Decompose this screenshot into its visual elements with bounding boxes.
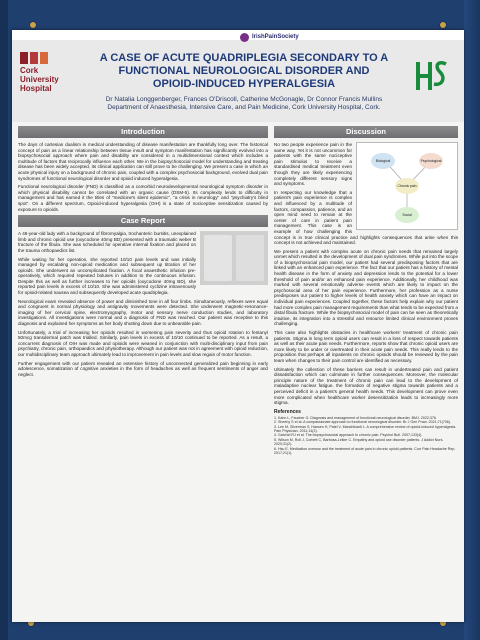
case-report-paragraph: Neurological exam revealed absence of power and diminished tone in all four limbs. Simultaneously, reflexes were equal and congruent in normal physiology and antigravity movements were detected. She underwent magnetic-resonance-imaging of her cervical spine, electromyography, motor and sensory nerve conduction studies, and laboratory investigations. All investigations were normal and a diagnosis of FND was reached. Our patient was receptive to this diagnosis and explained her symptoms as her body shutting down due to unbearable pain. [18, 298, 268, 327]
board-frame-right [464, 0, 480, 640]
board-frame-left [0, 0, 8, 640]
case-report-heading: Case Report [18, 215, 268, 227]
diagram-node-center: Chronic pain [395, 178, 419, 194]
poster [12, 30, 464, 622]
cuh-logo [20, 52, 78, 108]
cuh-logo-icon [20, 52, 78, 64]
author-list: Dr Natalia Longgenberger, Frances O'Driscoll, Catherine McGonagle, Dr Connor Francis Mullins [105, 96, 383, 103]
discussion-paragraph: Ultimately the collection of these barriers can result in undertreated pain and patient dissatisfaction which can culminate in further consequences. Moreover, the molecular principle nature of the treatment of chronic pain can lead to the development of maladaptive nuclear fatigue, the formation of negative stigma towards patients and a perceived deficit in a patient's general health needs. This development can prove even more complicated when healthcare worker desensitization leads to increasingly more stigma. [274, 366, 458, 406]
reference-item: 5. Wilson M, Roll J, Corbett C, Barbosa-Leiker C. Empathy and opioid use disorder patients. J Addict Nurs. 2020;31(2). [274, 437, 444, 447]
pin-top-left [30, 22, 36, 28]
reference-item: 4. Gatchel RJ et al. The biopsychosocial approach to chronic pain. Psychol Bull. 2007;133(4). [274, 433, 423, 438]
diagram-node-social: Social [395, 207, 419, 223]
diagram-node-psychological: Psychological [419, 153, 443, 169]
right-column [274, 126, 458, 455]
case-report-paragraph: Unfortunately, a trial of increasing her opioids resulted in worsening pain severity and thus opioid rotation to fentanyl 50mcg transdermal patch was trialled. Similarly, pain levels in excess of 10/10 continued to be reported. As a result, a concurrent diagnosis of OIH was made and opioids were weaned in conjunction with multi-disciplinary input from pain psychiatry, chronic pain, orthopaedics and physiotherapy. Although our patient was not in agreement with opioid reduction, our multidisciplinary team approach ultimately lead to improvement in pain levels and slow regain of motor function. [18, 329, 268, 357]
discussion-paragraph: This case also highlights obstacles in healthcare workers' treatment of chronic pain patients. Stigma in long term opioid users can result in a loss of respect towards patients as well as their acute pain needs. Furthermore, reports show that chronic opioid users are more likely to be under or overtreated in their acute pain needs. This really lends to the proposition that perhaps all inpatients on chronic opioids should be reviewed by the pain team when changes to their pain control are identified as necessary. [274, 330, 458, 363]
poster-header [12, 30, 464, 122]
reference-item: 6. Hsu E. Medication overuse and the treatment of acute pain in chronic opioid patients. Curr Pain Headache Rep. 2017;21(1). [274, 446, 456, 455]
introduction-paragraph: Functional neurological disorder (FND) is classified as a comorbid neurodevelopmental neurological symptom disorder in which physical disability cannot be correlated with an organic cause (DSM-5). Its complexity lends to difficulty in management and has earned it the titles of "medicine's silent epidemic", "a crisis in neurology" and "psychiatry's blind spot". On a different spectrum, Opioid-induced hyperalgesia (OIH) is a state of nociceptive sensitization caused by exposure to opioids. [18, 184, 268, 212]
xray-view-ap [204, 235, 232, 281]
introduction-heading: Introduction [18, 126, 268, 138]
left-column [18, 126, 268, 380]
society-logo [240, 32, 299, 42]
discussion-paragraph: We present a patient with complex acute on chronic pain needs that remained largely unmet which resulted in the development of dual pain syndromes. While put into the scope of a biopsychosocial pain model, our patient had several predisposing factors that are linked with an enhanced pain experience. The fact that our patient has a history of mental health disease in the form of anxiety and depression lends to the potential for a lower threshold of pain and/or an enhanced pain experience. Additionally, her childhood was marked with several emotionally adverse events which are likely to impact on the psychosocial area of her pain experience. Furthermore, her profession as a nurse predisposes our patient to higher levels of health anxiety which can have an impact on individual pain experiences. Coupled together, these factors help explain why our patient had more complex pain management requirements than what tends to be expected from a distal fibula fracture. While the biopsychosocial model of pain can be seen as theoretically intuitive, its integration into a stressful and resource limited clinical environment proves challenging. [274, 248, 458, 327]
reference-item: 3. Lee M, Silverman S, Hansen H, Patel V, Manchikanti L. A comprehensive review of opioid-induced hyperalgesia. Pain Physician. 2011;14(2). [274, 424, 457, 433]
poster-title: A CASE OF ACUTE QUADRIPLEGIA SECONDARY TO A FUNCTIONAL NEUROLOGICAL DISORDER AND OPIOID-INDUCED HYPERALGESIA [99, 52, 389, 90]
diagram-node-biological: Biological [371, 153, 395, 169]
poster-authors [96, 96, 392, 112]
society-logo-icon [240, 33, 249, 42]
ankle-xray-image [200, 231, 268, 285]
reference-item: 2. Sheehy S et al. A compassionate approach to functional neurological disorder. Br J Gen Pract. 2021;71(706). [274, 420, 451, 425]
discussion-heading: Discussion [274, 126, 458, 138]
society-name: IrishPainSociety [252, 34, 299, 40]
case-report-paragraph: While waiting for her operation, she reported 10/10 pain levels and was initially managed by escalating non-opioid medication and subsequent up titration of her opioids. She underwent an uncomplicated fixation. A focal anaesthetic infusion pre-operatively, which required repeated boluses in addition to the continuous infusion. Despite this as well as further increases to her opioids (oxycodone 40mg BD), she reported pain levels in excess of 10/10. She was administered cyclizine intravenously for opioid-related nausea and subsequently developed acute quadriplegia. [18, 256, 196, 296]
cuh-logo-text: Cork University Hospital [20, 66, 59, 93]
pin-top-right [440, 22, 446, 28]
case-report-paragraph: A 46-year-old lady with a background of fibromyalgia, trochanteric bursitis, unexplained limb and chronic opioid use (oxycodone 40mg BD) presented with a traumatic weber B fracture of the fibula. She was scheduled for operative internal fixation and placed on the trauma orthopaedics list. [18, 231, 196, 253]
xray-view-lateral [236, 235, 264, 281]
discussion-paragraph: In respecting our knowledge that a patient's pain experience is complex and influenced by a multitude of factors, compassion, patience, and an open mind need to remain at the center of care in patient pain management. This case is an example of how challenging this concept is in true clinical practice and highlights consequences that arise when this concept is not achieved and maintained. [274, 189, 458, 246]
case-report-paragraph: Further engagement with our patient revealed an extensive history of unconnected generalized pain beginning in early adolescence, somatization of cognitive anxieties in the form of headaches as well as frequent sentiments of anger and neglect. [18, 360, 268, 377]
reference-item: 1. Kahn L, Faucher G. Diagnosis and management of functional neurological disorder. BMJ. 2022;376. [274, 415, 437, 420]
biopsychosocial-diagram [356, 142, 458, 230]
introduction-paragraph: The days of cartesian dualism in medical understanding of disease manifestation are thankfully long over. The historical concept of pain as a linear relationship between tissue insult and symptom manifestation has significantly evolved into a biopsychosocial approach where pain and disability are considered in a multidimensional context which includes a multitude of factors that reciprocally influence each other. We in the biopsychosocial model for understanding and treating disease has been widely accepted, its clinical application can still prove to be challenging. We present a case in which an acute physical injury on a background of chronic pain, coupled with a complex psychosocial background, evolved dual pain syndromes of functional neurological disorder and opioid induced hyperalgesia. [18, 142, 268, 181]
hse-logo-icon [414, 56, 450, 96]
references-title: References [274, 408, 301, 415]
discussion-paragraph: No two people experience pain in the same way. Yet it is not uncommon for patients with the same nociceptive pain stimulus to receive a standardised medical treatment even though they are likely experiencing completely different sensory signs and symptoms. [274, 142, 352, 187]
department: Department of Anaesthesia, Intensive Care, and Pain Medicine, Cork University Hospital, Cork. [107, 104, 381, 111]
